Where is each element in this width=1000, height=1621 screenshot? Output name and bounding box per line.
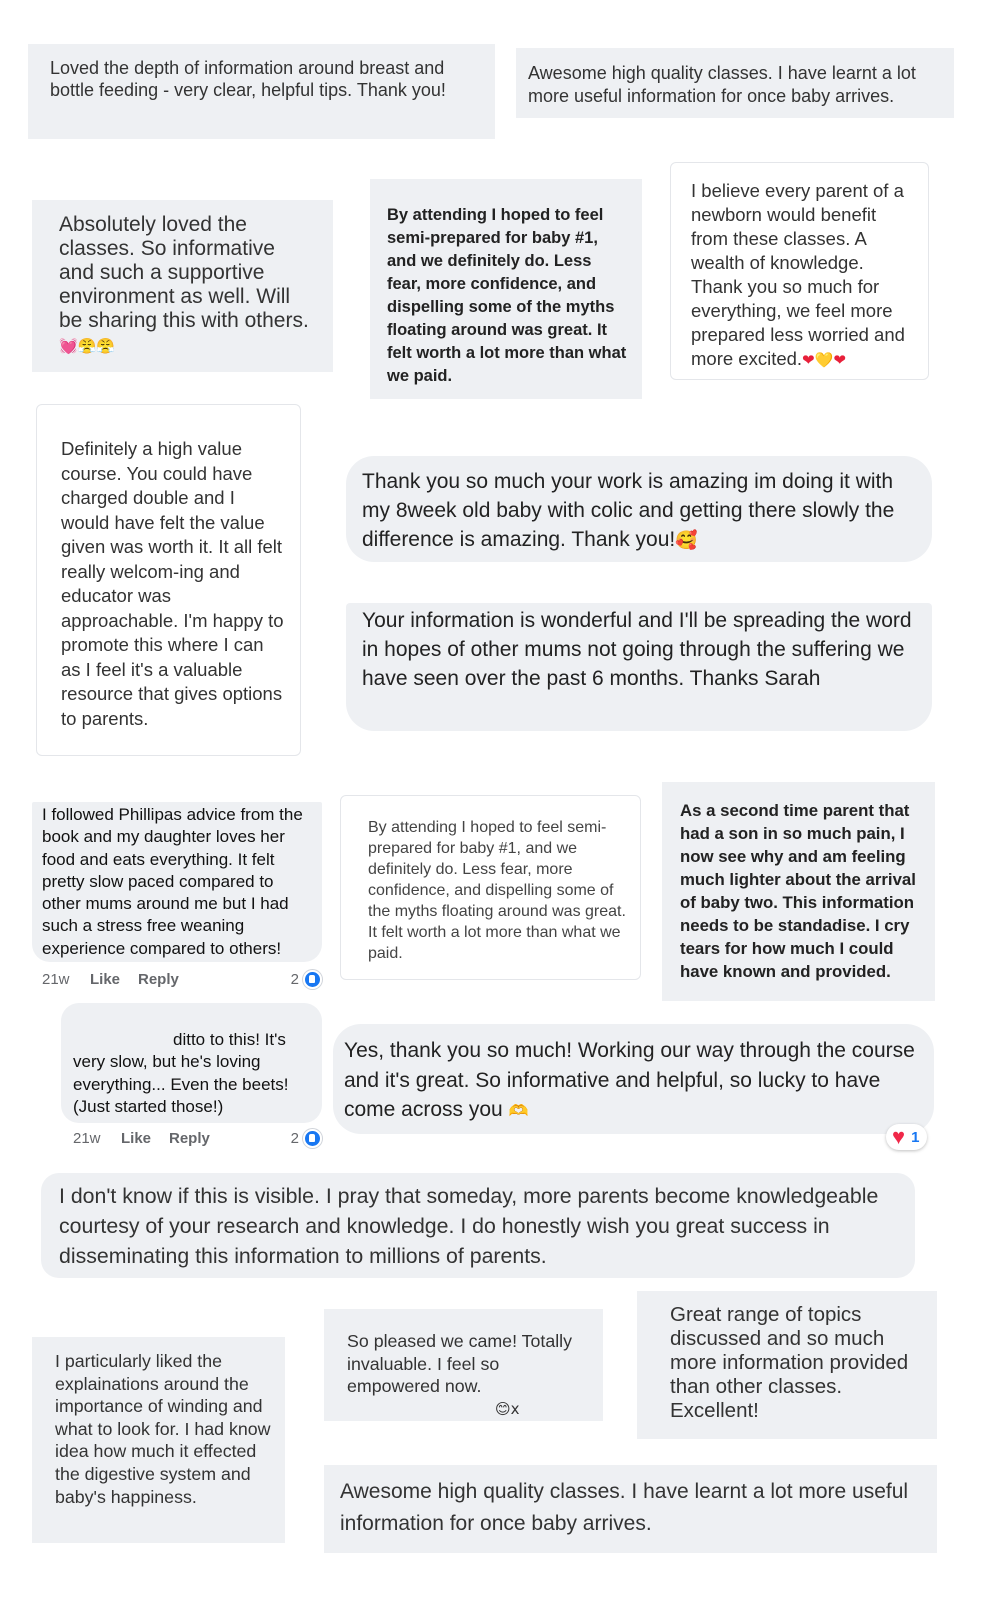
review-text: So pleased we came! Totally invaluable. I feel so empowered now. 😊x xyxy=(347,1330,595,1420)
yellow-heart-icon: 💛 xyxy=(814,351,834,369)
review-card-empowered xyxy=(324,1309,603,1421)
like-count: 2 xyxy=(290,1130,299,1147)
review-text: Definitely a high value course. You could have charged double and I would have felt the value given was worth it. It all felt really welcom-ing and educator was approachable. I'm happy to promote this where I can as I feel it's a valuable resource that gives options to parents. xyxy=(61,438,284,729)
heart-icon: ❤ xyxy=(802,351,815,369)
like-link[interactable]: Like xyxy=(90,971,121,988)
review-card-second-time-parent xyxy=(662,782,935,1001)
timestamp: 21w xyxy=(73,1130,101,1147)
review-text: Absolutely loved the classes. So informative and such a supportive environment as well. Will be sharing this with others. 💓😤😤 xyxy=(59,213,309,355)
review-text: I don't know if this is visible. I pray that someday, more parents become knowledgeable courtesy of your research and knowledge. I do honestly wish you great success in disseminating this information to millions of parents. xyxy=(59,1184,879,1268)
review-card-every-parent xyxy=(670,162,929,380)
review-card-lucky xyxy=(333,1024,934,1134)
emoji-reaction: 😊x xyxy=(495,1399,520,1418)
reaction-badge[interactable] xyxy=(886,1124,927,1150)
like-link[interactable]: Like xyxy=(121,1130,152,1147)
review-text: Thank you so much your work is amazing im doing it with my 8week old baby with colic and getting there slowly the difference is amazing. Thank you!🥰 xyxy=(362,470,895,551)
review-text: By attending I hoped to feel semi-prepared for baby #1, and we definitely do. Less fear, more confidence, and dispelling some of the myths floating around was great. It felt worth a lot more than what we paid. xyxy=(368,819,626,962)
review-card-colic-baby xyxy=(346,456,932,562)
reaction-count: 1 xyxy=(911,1128,920,1146)
review-card-loved-classes xyxy=(32,200,333,372)
review-text: I particularly liked the explainations around the importance of winding and what to look for. I had know idea how much it effected the digestive system and baby's happiness. xyxy=(55,1351,271,1507)
thumbs-up-icon xyxy=(303,1129,322,1148)
review-text: Your information is wonderful and I'll be spreading the word in hopes of other mums not going through the suffering we have seen over the past 6 months. Thanks Sarah xyxy=(362,609,912,690)
review-text: Great range of topics discussed and so much more information provided than other classes. Excellent! xyxy=(670,1303,909,1422)
review-card-semi-prepared xyxy=(340,795,641,980)
review-card-range-of-topics xyxy=(637,1291,937,1439)
like-count: 2 xyxy=(290,971,299,988)
review-card-feeding xyxy=(28,44,495,139)
review-card-ditto xyxy=(61,1003,322,1123)
emoji-reaction: 💓😤😤 xyxy=(59,337,116,355)
heart-hands-icon: 🫶 xyxy=(508,1101,529,1120)
reply-link[interactable]: Reply xyxy=(138,971,179,988)
review-card-visible xyxy=(41,1173,915,1278)
review-card-winding xyxy=(32,1337,285,1543)
review-text: Loved the depth of information around breast and bottle feeding - very clear, helpful tips. Thank you! xyxy=(50,58,446,100)
review-text: I believe every parent of a newborn would benefit from these classes. A wealth of knowledge. Thank you so much for everything, we feel more prepared less worried and more excited.❤💛❤ xyxy=(691,180,905,369)
review-card-high-value-course xyxy=(36,404,301,756)
review-text: Awesome high quality classes. I have learnt a lot more useful information for once baby arrives. xyxy=(528,63,916,106)
review-text: ditto to this! It's very slow, but he's loving everything... Even the beets! (Just started those!) xyxy=(73,1030,289,1116)
review-text: By attending I hoped to feel semi-prepared for baby #1, and we definitely do. Less fear, more confidence, and dispelling some of the myths floating around was great. It felt worth a lot more than what we paid. xyxy=(387,206,627,385)
review-card-quality-classes xyxy=(516,48,954,118)
review-text: I followed Phillipas advice from the book and my daughter loves her food and eats everything. It felt pretty slow paced compared to other mums around me but I had such a stress free weaning experience compared to others! xyxy=(42,805,303,958)
emoji-reaction: 🥰 xyxy=(675,530,698,551)
timestamp: 21w xyxy=(42,971,70,988)
thumbs-up-icon xyxy=(303,970,322,989)
review-card-spreading-word xyxy=(346,603,932,731)
heart-icon: ❤ xyxy=(833,351,846,369)
review-card-semi-prepared-bold xyxy=(370,179,642,399)
reply-link[interactable]: Reply xyxy=(169,1130,210,1147)
review-card-quality-classes-large xyxy=(324,1465,937,1553)
review-text: Yes, thank you so much! Working our way through the course and it's great. So informative and helpful, so lucky to have come across you 🫶 xyxy=(344,1039,915,1121)
comment-meta xyxy=(73,1129,322,1148)
review-text: Awesome high quality classes. I have learnt a lot more useful information for once baby arrives. xyxy=(340,1480,909,1535)
comment-meta xyxy=(42,970,322,989)
review-card-weaning xyxy=(32,802,322,962)
review-text: As a second time parent that had a son in so much pain, I now see why and am feeling much lighter about the arrival of baby two. This information needs to be standadise. I cry tears for how much I could have known and provided. xyxy=(680,801,916,981)
heart-icon: ♥ xyxy=(892,1124,906,1149)
